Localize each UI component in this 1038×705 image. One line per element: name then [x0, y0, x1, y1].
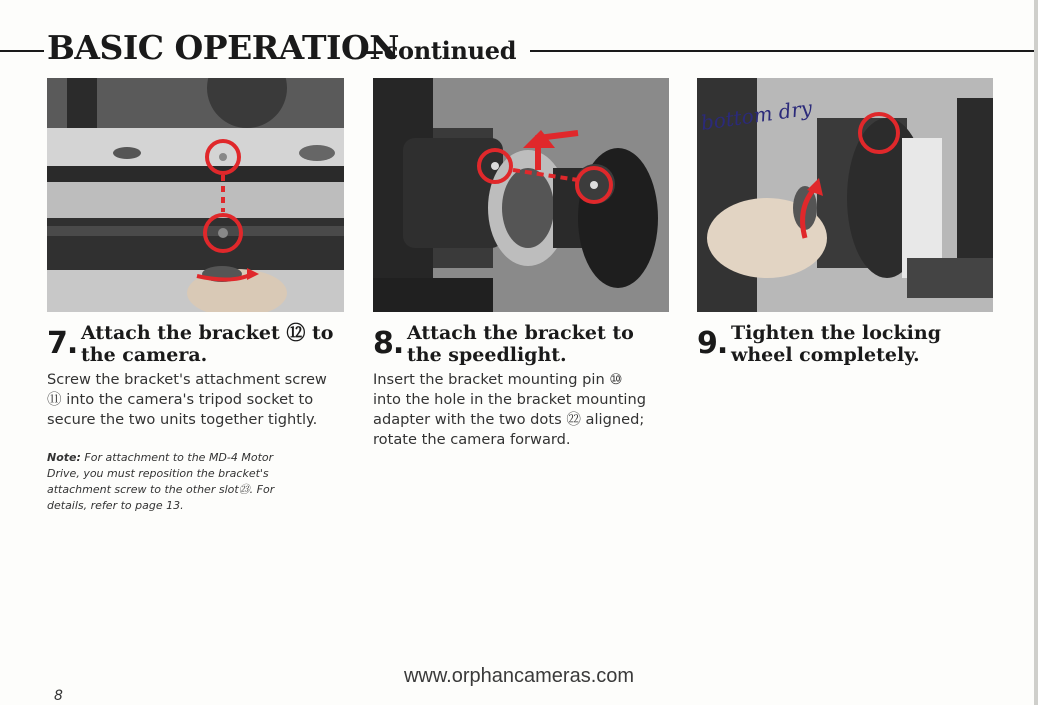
step-body-line: ⑪ into the camera's tripod socket to: [47, 391, 314, 408]
page-title: BASIC OPERATION: [47, 28, 399, 67]
step-body-line: Screw the bracket's attachment screw: [47, 371, 327, 388]
step-body-line: Insert the bracket mounting pin ⑩: [373, 371, 623, 388]
note-line: Drive, you must reposition the bracket's: [47, 467, 269, 480]
step-heading-line: Attach the bracket ⑫ to: [81, 322, 334, 344]
note-text: For attachment to the MD-4 Motor: [84, 451, 274, 464]
note-line: attachment screw to the other slot㉓. For: [47, 483, 275, 496]
note-block: [47, 450, 347, 514]
page-header: [0, 26, 1038, 70]
step-number: 9.: [697, 326, 728, 361]
photo-attach-bracket-speedlight: [373, 78, 669, 312]
step-number: 8.: [373, 326, 404, 361]
step-heading-line: Tighten the locking: [731, 322, 941, 344]
step-heading: [731, 320, 997, 366]
handwritten-annotation: bottom dry: [699, 95, 814, 135]
step-body-line: into the hole in the bracket mounting: [373, 391, 646, 408]
step-heading-line: the camera.: [81, 344, 208, 366]
step-number: 7.: [47, 326, 78, 361]
step-heading-line: the speedlight.: [407, 344, 567, 366]
note-line: details, refer to page 13.: [47, 499, 184, 512]
step-body-line: secure the two units together tightly.: [47, 411, 318, 428]
header-rule-right: [530, 50, 1038, 52]
header-rule-left: [0, 50, 44, 52]
page-number: 8: [54, 688, 63, 704]
source-watermark: www.orphancameras.com: [403, 665, 635, 687]
page-edge: [1034, 0, 1038, 705]
photo-tighten-locking-wheel: [697, 78, 993, 312]
step-7: [47, 320, 347, 430]
step-9: [697, 320, 997, 366]
step-body: [47, 370, 347, 430]
page-subtitle: —continued: [360, 36, 517, 65]
step-body-line: rotate the camera forward.: [373, 431, 571, 448]
step-heading: [81, 320, 347, 366]
step-heading-line: Attach the bracket to: [407, 322, 634, 344]
note-lead: Note:: [47, 451, 81, 464]
step-body-line: adapter with the two dots ㉒ aligned;: [373, 411, 645, 428]
step-8: [373, 320, 673, 450]
step-body: [373, 370, 673, 450]
note-line: [47, 450, 347, 466]
step-heading-line: wheel completely.: [731, 344, 920, 366]
step-heading: [407, 320, 673, 366]
photo-attach-bracket-camera: [47, 78, 344, 312]
